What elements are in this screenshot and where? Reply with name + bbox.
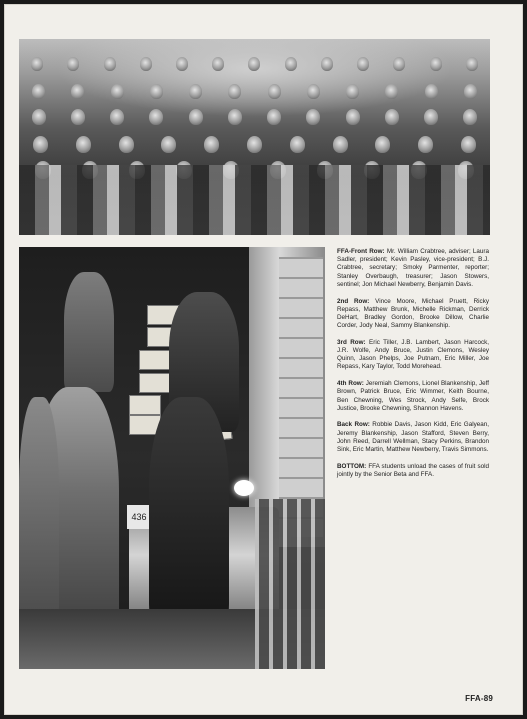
group-photo-second-row — [19, 136, 490, 153]
yearbook-page — [4, 4, 523, 715]
group-photo-back-row — [19, 57, 490, 71]
group-photo-fourth-row — [19, 84, 490, 99]
trailer-door — [279, 257, 323, 537]
student-background — [19, 397, 59, 627]
fruit-unloading-photo — [19, 247, 325, 669]
student-on-truck — [64, 272, 114, 392]
ffa-group-photo — [19, 39, 490, 235]
caption-third-row: 3rd Row: Eric Tiller, J.B. Lambert, Jason Harcock, J.R. Wolfe, Andy Bruce, Justin Clemons, Wesley Quinn, Jason Phelps, Joe Putnam, Eric Miller, Joe Repass, Kary Taylor, Todd Morehead. — [337, 338, 489, 371]
truck-plate: 436 — [127, 505, 151, 529]
caption-fourth-row: 4th Row: Jeremiah Clemons, Lionel Blankenship, Jeff Brown, Patrick Bruce, Eric Wimmer, Keith Bourne, Ben Chewning, Wes Strock, Andy Selfe, Brock Justice, Brooke Chewning, Shannon Havens. — [337, 380, 489, 412]
truck-headlight — [234, 480, 254, 496]
wooden-fence — [255, 499, 325, 669]
caption-bottom-photo: BOTTOM: FFA students unload the cases of fruit sold jointly by the Senior Beta and FFA. — [337, 462, 489, 478]
group-photo-bodies — [19, 165, 490, 235]
photo-captions — [337, 248, 489, 488]
caption-second-row: 2nd Row: Vince Moore, Michael Pruett, Ricky Repass, Matthew Brunk, Michelle Rickman, Derrick DeHart, Bradley Gordon, Brooke Dillow, Charlie Corder, Jody Neal, Sammy Blankenship. — [337, 297, 490, 330]
caption-back-row: Back Row: Robbie Davis, Jason Kidd, Eric Galyean, Jeremy Blankenship, Jason Stafford, Steven Berry, John Reed, Darrell Wellman, Stacy Perkins, Brandon Sink, Eric Martin, Matthew Newberry, Travis Simmons. — [337, 421, 489, 454]
caption-front-row: FFA-Front Row: Mr. William Crabtree, adviser; Laura Sadler, president; Kevin Pasley, vice-president; B.J. Crabtree, secretary; Smoky Parmenter, reporter; Stanley Overbaugh, treasurer; Jason Stowers, sentinel; Jon Michael Newberry, Benjamin Davis. — [337, 248, 490, 288]
group-photo-third-row — [19, 109, 490, 125]
student-in-dark-coat — [149, 397, 229, 627]
page-folio: FFA-89 — [465, 694, 493, 703]
